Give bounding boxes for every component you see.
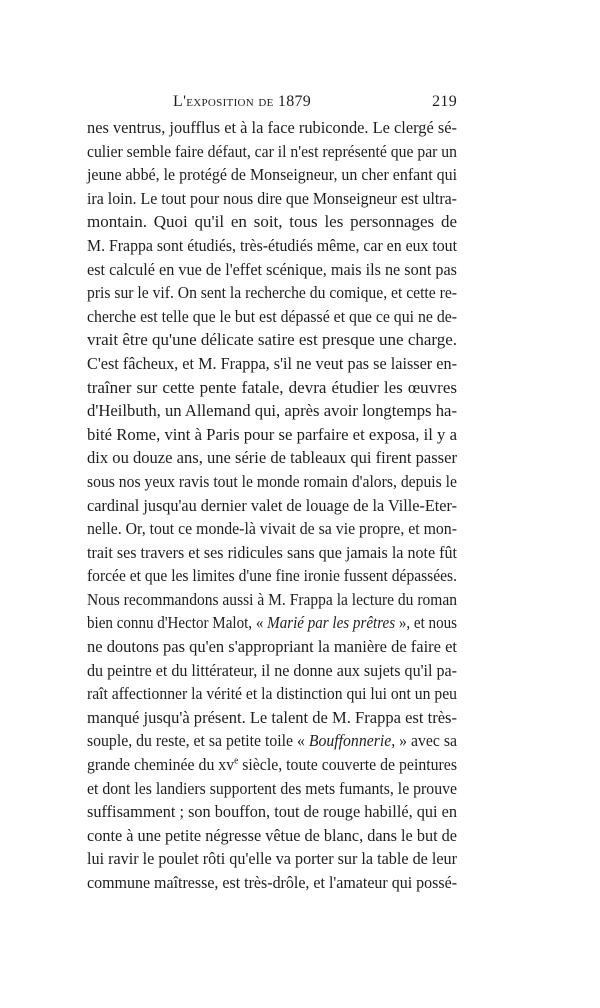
text-line: suffisamment ; son bouffon, tout de rouge habillé, qui en xyxy=(87,802,458,822)
running-title: L'exposition de 1879 xyxy=(173,93,312,110)
text-line: lui ravir le poulet rôti qu'elle va porter sur la table de leur xyxy=(87,849,458,869)
text-line xyxy=(87,729,457,753)
text-segment: bien connu d'Hector Malot, « xyxy=(87,613,268,633)
text-line: Nous recommandons aussi à M. Frappa la lecture du roman xyxy=(87,589,457,609)
text-line: M. Frappa sont étudiés, très-étudiés même, car en eux tout xyxy=(87,235,457,255)
text-line: montain. Quoi qu'il en soit, tous les personnages de xyxy=(87,212,457,232)
text-line: trait ses travers et ses ridicules sans que jamais la note fût xyxy=(87,542,457,562)
text-line: nelle. Or, tout ce monde-là vivait de sa vie propre, et mon- xyxy=(87,519,457,539)
text-line: vrait être qu'une délicate satire est presque une charge. xyxy=(87,330,458,350)
text-line: pris sur le vif. On sent la recherche du comique, et cette re- xyxy=(87,283,457,303)
text-line: ira loin. Le tout pour nous dire que Monseigneur est ultra- xyxy=(87,188,457,208)
text-line: dix ou douze ans, une série de tableaux qui firent passer xyxy=(87,448,457,468)
text-line: du peintre et du littérateur, il ne donne aux sujets qu'il pa- xyxy=(87,660,457,680)
text-segment: », et nous xyxy=(395,613,458,633)
superscript: e xyxy=(234,755,239,767)
italic-title: Bouffonnerie, xyxy=(308,731,396,751)
text-line: raît affectionner la vérité et la distinction qui lui ont un peu xyxy=(87,684,458,704)
text-line: manqué jusqu'à présent. Le talent de M. Frappa est très- xyxy=(87,707,457,727)
text-line: culier semble faire défaut, car il n'est représenté que par un xyxy=(87,141,457,161)
text-line: commune maîtresse, est très-drôle, et l'amateur qui possé- xyxy=(87,873,458,892)
text-line: cardinal jusqu'au dernier valet de louage de la Ville-Eter- xyxy=(87,495,457,515)
text-line: sous nos yeux ravis tout le monde romain d'alors, depuis le xyxy=(87,471,458,491)
text-segment: » avec sa xyxy=(395,731,458,751)
text-line: et dont les landiers supportent des mets fumants, le prouve xyxy=(87,778,457,798)
text-line: jeune abbé, le protégé de Monseigneur, un cher enfant qui xyxy=(87,165,458,185)
text-segment: souple, du reste, et sa petite toile « xyxy=(87,731,309,751)
text-line: conte à une petite négresse vêtue de blanc, dans le but de xyxy=(87,825,458,845)
italic-title: Marié par les prêtres xyxy=(267,613,396,633)
text-line xyxy=(87,753,457,777)
text-line: nes ventrus, joufflus et à la face rubiconde. Le clergé sé- xyxy=(87,118,457,137)
text-line: ne doutons pas qu'en s'appropriant la manière de faire et xyxy=(87,637,458,657)
text-line xyxy=(87,611,457,635)
text-line: bité Rome, vint à Paris pour se parfaire et exposa, il y a xyxy=(87,424,457,444)
text-segment: siècle, toute couverte de peintures xyxy=(238,755,457,775)
text-line: forcée et que les limites d'une fine ironie fussent dépassées. xyxy=(87,566,458,586)
text-segment: grande cheminée du xv xyxy=(87,755,235,775)
text-line: cherche est telle que le but est dépassé et que ce qui ne de- xyxy=(87,306,458,326)
text-line: C'est fâcheux, et M. Frappa, s'il ne veut pas se laisser en- xyxy=(87,353,457,373)
text-line: est calculé en vue de l'effet scénique, mais ils ne sont pas xyxy=(87,259,458,279)
running-head xyxy=(173,93,457,115)
text-line: d'Heilbuth, un Allemand qui, après avoir longtemps ha- xyxy=(87,401,457,421)
page-number: 219 xyxy=(432,93,457,110)
body-text xyxy=(87,116,457,895)
text-line: traîner sur cette pente fatale, devra étudier les œuvres xyxy=(87,377,457,397)
